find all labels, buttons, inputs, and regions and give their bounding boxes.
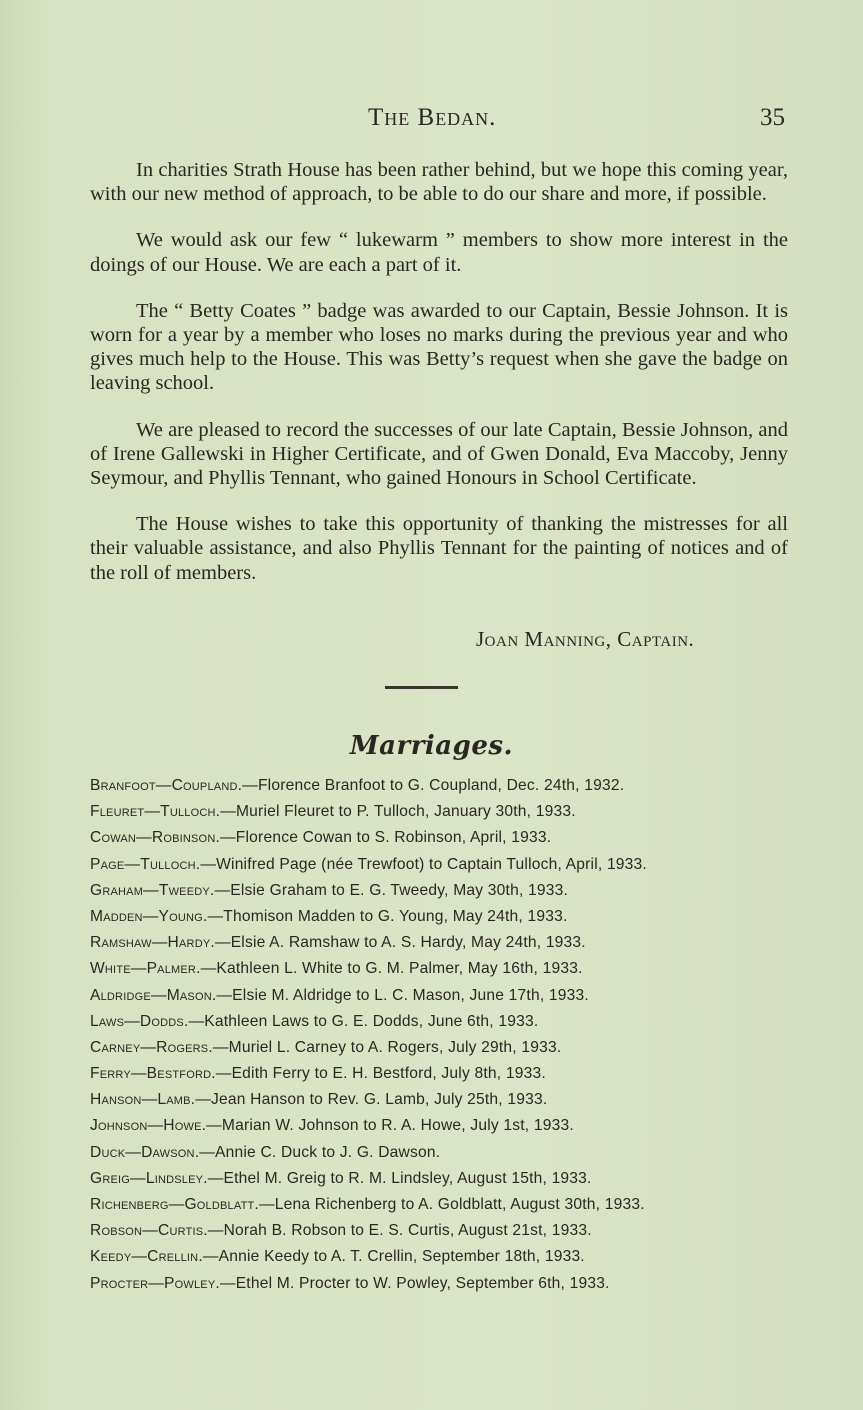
entry-text: —Kathleen Laws to G. E. Dodds, June 6th, 1933. <box>188 1012 539 1030</box>
entry-names: Fleuret—Tulloch. <box>90 803 221 821</box>
entry-names: White—Palmer. <box>90 960 201 978</box>
list-item <box>90 956 800 982</box>
running-head <box>0 104 863 140</box>
entry-text: —Norah B. Robson to E. S. Curtis, August 21st, 1933. <box>207 1222 592 1240</box>
entry-text: —Ethel M. Procter to W. Powley, September 6th, 1933. <box>219 1274 610 1292</box>
list-item <box>90 1244 800 1270</box>
entry-text: —Jean Hanson to Rev. G. Lamb, July 25th, 1933. <box>195 1091 548 1109</box>
paragraph: The “ Betty Coates ” badge was awarded to our Captain, Bessie Johnson. It is worn for a year by a member who loses no marks during the previous year and who gives much help to the House. This was Betty’s request when she gave the badge on leaving school. <box>90 299 788 395</box>
list-item <box>90 773 800 799</box>
entry-text: —Edith Ferry to E. H. Bestford, July 8th, 1933. <box>215 1065 546 1083</box>
paragraph: We are pleased to record the successes of our late Captain, Bessie Johnson, and of Irene Gallewski in Higher Certificate, and of Gwen Donald, Eva Maccoby, Jenny Seymour, and Phyllis Tennant, who gained Honours in School Certificate. <box>90 418 788 490</box>
list-item <box>90 799 800 825</box>
paragraph: In charities Strath House has been rather behind, but we hope this coming year, with our new method of approach, to be able to do our share and more, if possible. <box>90 159 788 206</box>
house-report <box>90 158 788 607</box>
entry-names: Procter—Powley. <box>90 1274 220 1292</box>
entry-text: —Florence Cowan to S. Robinson, April, 1933. <box>220 829 552 847</box>
list-item <box>90 1140 800 1166</box>
list-item <box>90 1035 800 1061</box>
entry-text: —Elsie Graham to E. G. Tweedy, May 30th, 1933. <box>214 881 569 899</box>
page-number: 35 <box>760 104 785 131</box>
entry-text: —Winifred Page (née Trewfoot) to Captain Tulloch, April, 1933. <box>200 855 647 873</box>
entry-text: —Muriel Fleuret to P. Tulloch, January 30th, 1933. <box>220 803 576 821</box>
entry-text: —Florence Branfoot to G. Coupland, Dec. 24th, 1932. <box>242 777 625 794</box>
list-item <box>90 904 800 930</box>
entry-names: Page—Tulloch. <box>90 855 201 873</box>
entry-names: Madden—Young. <box>90 907 208 925</box>
list-item <box>90 1061 800 1087</box>
entry-text: —Kathleen L. White to G. M. Palmer, May 16th, 1933. <box>200 960 583 978</box>
entry-names: Ferry—Bestford. <box>90 1065 216 1083</box>
entry-text: —Thomison Madden to G. Young, May 24th, 1933. <box>207 907 568 925</box>
entry-names: Greig—Lindsley. <box>90 1169 208 1187</box>
entry-names: Keedy—Crellin. <box>90 1248 203 1266</box>
entry-names: Carney—Rogers. <box>90 1038 213 1056</box>
list-item <box>90 930 800 956</box>
list-item <box>90 1087 800 1113</box>
entry-text: —Elsie A. Ramshaw to A. S. Hardy, May 24th, 1933. <box>214 934 586 952</box>
list-item <box>90 1192 800 1218</box>
entry-text: —Ethel M. Greig to R. M. Lindsley, August 15th, 1933. <box>207 1169 592 1187</box>
entry-names: Graham—Tweedy. <box>90 881 215 899</box>
paragraph: We would ask our few “ lukewarm ” members to show more interest in the doings of our House. We are each a part of it. <box>90 229 788 276</box>
signature: Joan Manning, Captain. <box>476 627 695 651</box>
paragraph: The House wishes to take this opportunity of thanking the mistresses for all their valuable assistance, and also Phyllis Tennant for the painting of notices and of the roll of members. <box>90 513 788 584</box>
entry-names: Duck—Dawson. <box>90 1143 200 1161</box>
section-heading: Marriages. <box>349 731 514 761</box>
list-item <box>90 983 800 1009</box>
entry-text: —Marian W. Johnson to R. A. Howe, July 1st, 1933. <box>206 1117 574 1135</box>
marriages-list <box>90 773 800 1297</box>
entry-text: —Annie C. Duck to J. G. Dawson. <box>199 1143 441 1161</box>
entry-names: Robson—Curtis. <box>90 1222 208 1240</box>
entry-text: —Muriel L. Carney to A. Rogers, July 29th, 1933. <box>212 1038 562 1056</box>
list-item <box>90 878 800 904</box>
list-item <box>90 1113 800 1139</box>
entry-names: Laws—Dodds. <box>90 1012 189 1030</box>
entry-names: Cowan—Robinson. <box>90 829 220 847</box>
list-item <box>90 1166 800 1192</box>
list-item <box>90 852 800 878</box>
entry-names: Branfoot—Coupland. <box>90 777 243 794</box>
entry-names: Hanson—Lamb. <box>90 1091 196 1109</box>
entry-text: —Lena Richenberg to A. Goldblatt, August 30th, 1933. <box>258 1196 645 1213</box>
section-divider <box>385 686 458 689</box>
entry-text: —Annie Keedy to A. T. Crellin, September 18th, 1933. <box>202 1248 585 1266</box>
entry-names: Johnson—Howe. <box>90 1117 207 1135</box>
list-item <box>90 1271 800 1297</box>
list-item <box>90 1009 800 1035</box>
list-item <box>90 825 800 851</box>
running-title: The Bedan. <box>368 104 497 131</box>
entry-names: Richenberg—Goldblatt. <box>90 1196 259 1213</box>
entry-names: Ramshaw—Hardy. <box>90 934 215 952</box>
entry-text: —Elsie M. Aldridge to L. C. Mason, June 17th, 1933. <box>216 986 589 1004</box>
entry-names: Aldridge—Mason. <box>90 986 217 1004</box>
list-item <box>90 1218 800 1244</box>
